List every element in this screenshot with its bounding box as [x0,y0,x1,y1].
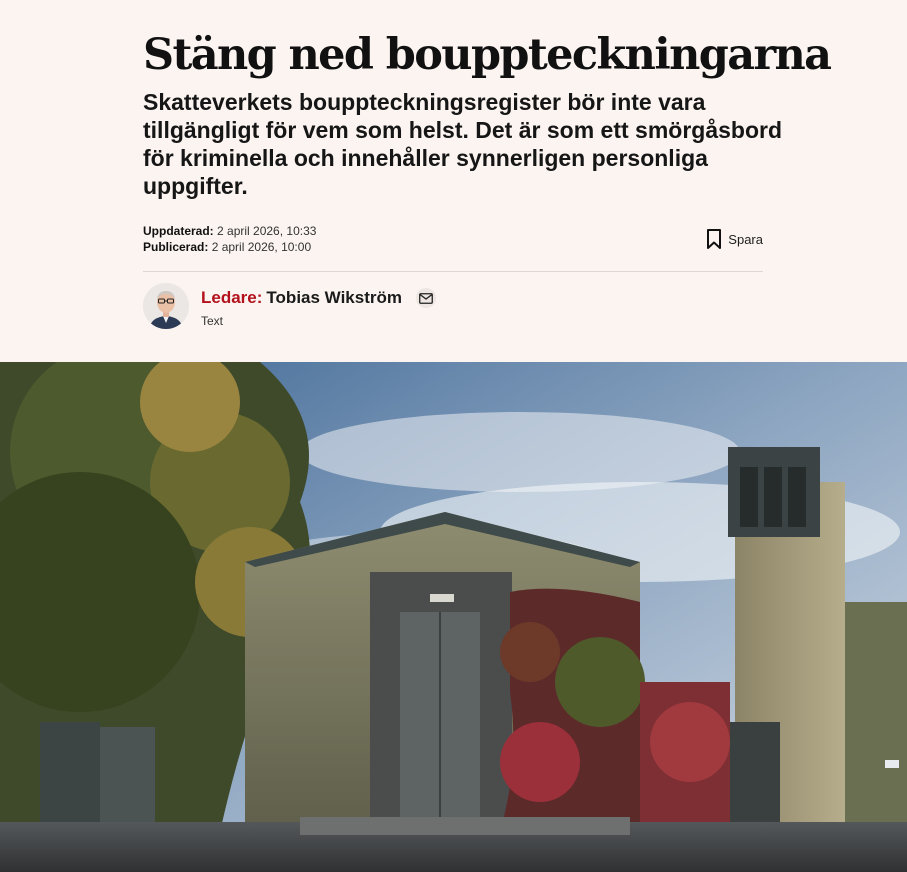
article-dates [143,223,316,255]
byline-role: Text [201,314,224,328]
author-name[interactable]: Tobias Wikström [266,288,402,307]
mail-button[interactable] [416,288,436,308]
byline [201,288,436,308]
save-button[interactable] [704,228,763,250]
author-avatar[interactable] [143,283,189,329]
updated-label: Uppdaterad: [143,224,214,238]
divider [143,271,763,272]
save-label: Spara [728,231,763,247]
article-headline: Stäng ned bouppteckningarna [143,30,831,80]
article-lead: Skatteverkets bouppteckningsregister bör inte vara tillgängligt för vem som helst. Det är som ett smörgåsbord för kriminella och innehåller synnerligen personliga uppgifter. [143,89,783,199]
bookmark-icon [704,228,724,250]
hero-image [0,362,907,872]
updated-value: 2 april 2026, 10:33 [217,224,317,238]
updated-date [143,223,316,239]
mail-icon [419,293,433,304]
published-date [143,239,316,255]
published-label: Publicerad: [143,240,209,254]
published-value: 2 april 2026, 10:00 [211,240,312,254]
byline-section: Ledare: [201,288,263,307]
